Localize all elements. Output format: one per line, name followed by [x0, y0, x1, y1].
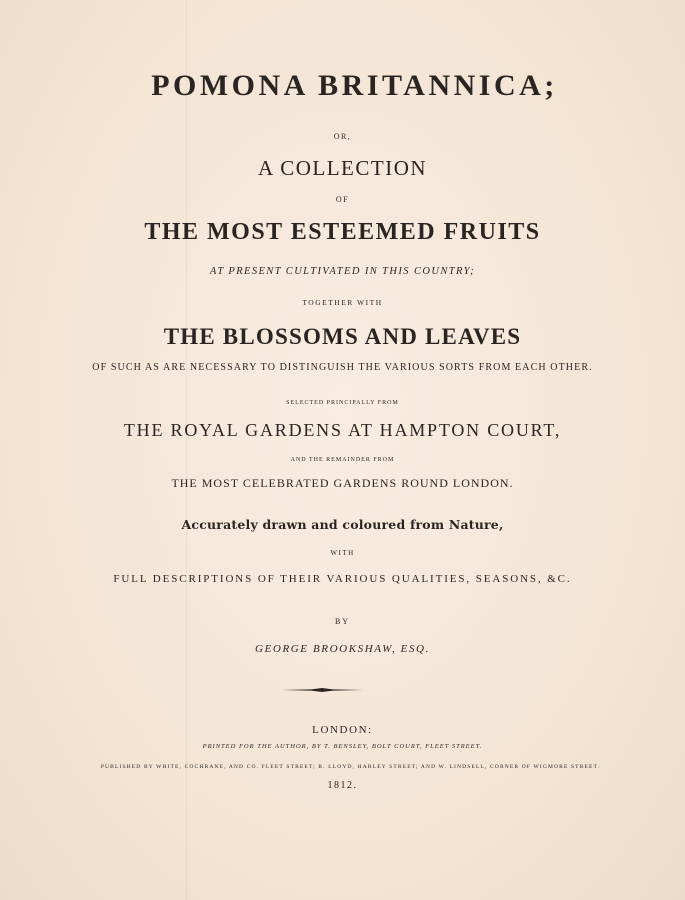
distinguish-text: OF SUCH AS ARE NECESSARY TO DISTINGUISH THE VARIOUS SORTS FROM EACH OTHER. [92, 362, 593, 373]
by-text: BY [334, 617, 351, 626]
present-cultivated-text: AT PRESENT CULTIVATED IN THIS COUNTRY; [209, 266, 476, 277]
imprint-printer: PRINTED FOR THE AUTHOR, BY T. BENSLEY, BOLT COURT, FLEET STREET. [202, 743, 483, 750]
with-text: WITH [330, 549, 355, 557]
remainder-text: AND THE REMAINDER FROM [290, 457, 395, 463]
author-name: GEORGE BROOKSHAW, ESQ. [255, 643, 430, 655]
or-text: OR, [333, 132, 352, 141]
imprint-place: LONDON: [312, 724, 373, 736]
selected-text: SELECTED PRINCIPALLY FROM [286, 400, 399, 406]
of-text: OF [335, 195, 350, 204]
imprint-year: 1812. [327, 780, 358, 791]
descriptions-text: FULL DESCRIPTIONS OF THEIR VARIOUS QUALITIES, SEASONS, &C. [113, 573, 572, 585]
ornamental-rule [281, 688, 363, 692]
celebrated-gardens-text: THE MOST CELEBRATED GARDENS ROUND LONDON. [171, 476, 514, 490]
fruits-heading: THE MOST ESTEEMED FRUITS [144, 219, 541, 245]
imprint-publishers: PUBLISHED BY WHITE, COCHRANE, AND CO. FLEET STREET; R. LLOYD, HARLEY STREET; AND W. LINDSELL, CORNER OF WIGMORE STREET. [100, 764, 601, 770]
accurately-drawn-text: Accurately drawn and coloured from Nature, [181, 517, 504, 532]
together-with-text: TOGETHER WITH [302, 298, 383, 307]
royal-gardens-heading: THE ROYAL GARDENS AT HAMPTON COURT, [123, 420, 562, 440]
collection-heading: A COLLECTION [257, 156, 428, 180]
blossoms-heading: THE BLOSSOMS AND LEAVES [163, 324, 522, 349]
book-title: POMONA BRITANNICA; [151, 69, 558, 102]
